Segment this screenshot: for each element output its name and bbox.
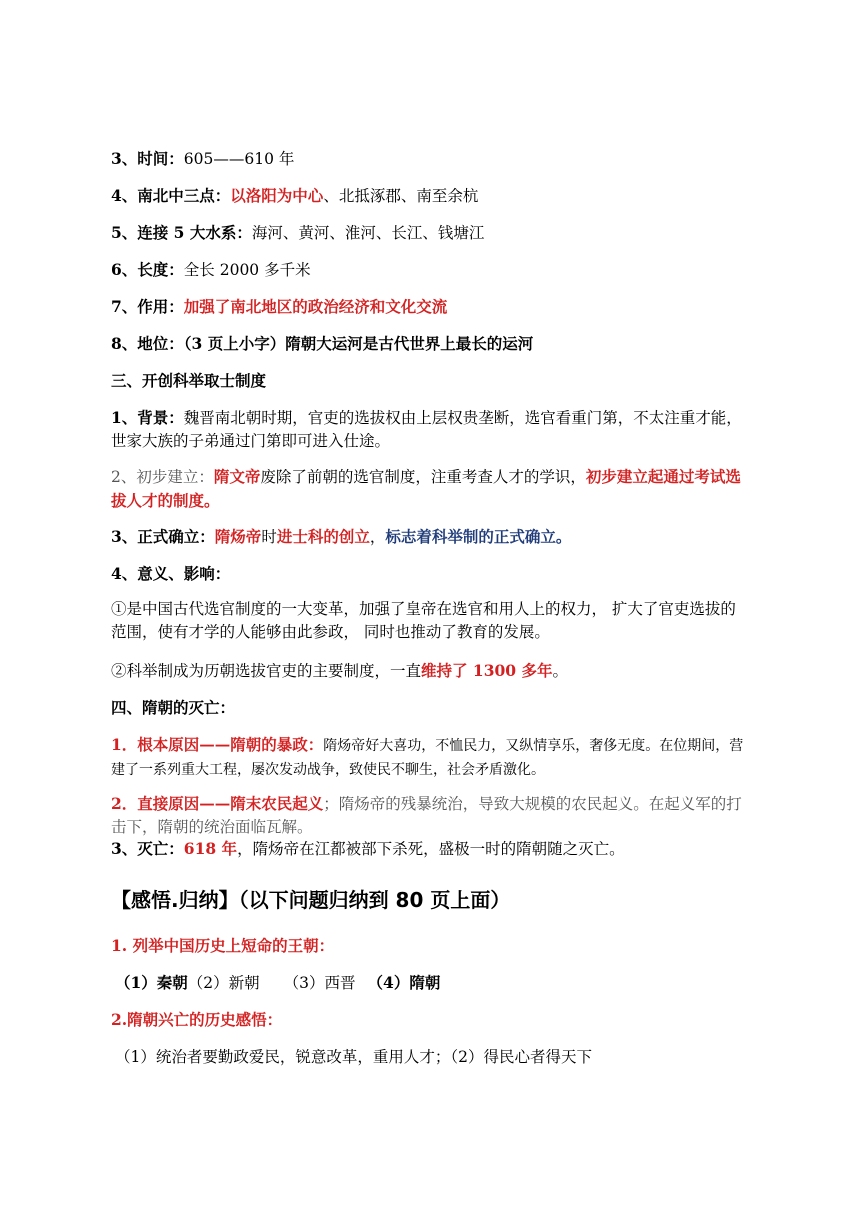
keju-formal: 3、正式确立：隋炀帝时进士科的创立，标志着科举制的正式确立。 bbox=[111, 527, 572, 546]
canal-rivers: 5、连接 5 大水系：海河、黄河、淮河、长江、钱塘江 bbox=[111, 223, 485, 242]
answer-2: （1）统治者要勤政爱民，锐意改革，重用人才；（2）得民心者得天下 bbox=[115, 1048, 592, 1066]
keju-meaning-label: 4、意义、影响： bbox=[111, 564, 231, 583]
keju-initial: 2、初步建立：隋文帝废除了前朝的选官制度，注重考查人才的学识，初步建立起通过考试选拔人才的制度。 bbox=[111, 467, 741, 510]
keju-meaning-2: ②科举制成为历朝选拔官吏的主要制度，一直维持了 1300 多年。 bbox=[111, 661, 568, 680]
canal-points: 4、南北中三点：以洛阳为中心、北抵涿郡、南至余杭 bbox=[111, 186, 479, 205]
canal-status: 8、地位：（3 页上小字）隋朝大运河是古代世界上最长的运河 bbox=[111, 334, 534, 353]
question-2: 2.隋朝兴亡的历史感悟： bbox=[111, 1010, 283, 1029]
fall-direct-cause: 2．直接原因——隋末农民起义；隋炀帝的残暴统治，导致大规模的农民起义。在起义军的打击下，隋朝的统治面临瓦解。 bbox=[111, 794, 742, 836]
fall-root-cause: 1．根本原因——隋朝的暴政：隋炀帝好大喜功，不恤民力，又纵情享乐，奢侈无度。在位期间，营建了一系列重大工程，屡次发动战争，致使民不聊生，社会矛盾激化。 bbox=[111, 735, 744, 778]
canal-function: 7、作用：加强了南北地区的政治经济和文化交流 bbox=[111, 297, 448, 316]
summary-title: 【感悟.归纳】（以下问题归纳到 80 页上面） bbox=[111, 888, 511, 912]
answer-1: （1）秦朝（2）新朝 （3）西晋 （4）隋朝 bbox=[115, 973, 441, 992]
section-heading-keju: 三、开创科举取士制度 bbox=[111, 371, 267, 390]
canal-length: 6、长度：全长 2000 多千米 bbox=[111, 260, 311, 279]
keju-meaning-1: ①是中国古代选官制度的一大变革，加强了皇帝在选官和用人上的权力， 扩大了官吏选拔的范围，使有才学的人能够由此参政， 同时也推动了教育的发展。 bbox=[111, 600, 736, 641]
question-1: 1. 列举中国历史上短命的王朝： bbox=[111, 936, 335, 955]
section-heading-fall: 四、隋朝的灭亡： bbox=[111, 698, 236, 717]
canal-time: 3、时间：605——610 年 bbox=[111, 149, 295, 168]
keju-background: 1、背景：魏晋南北朝时期，官吏的选拔权由上层权贵垄断，选官看重门第，不太注重才能，世家大族的子弟通过门第即可进入仕途。 bbox=[111, 408, 742, 450]
fall-end: 3、灭亡：618 年，隋炀帝在江都被部下杀死，盛极一时的隋朝随之灭亡。 bbox=[111, 839, 625, 858]
